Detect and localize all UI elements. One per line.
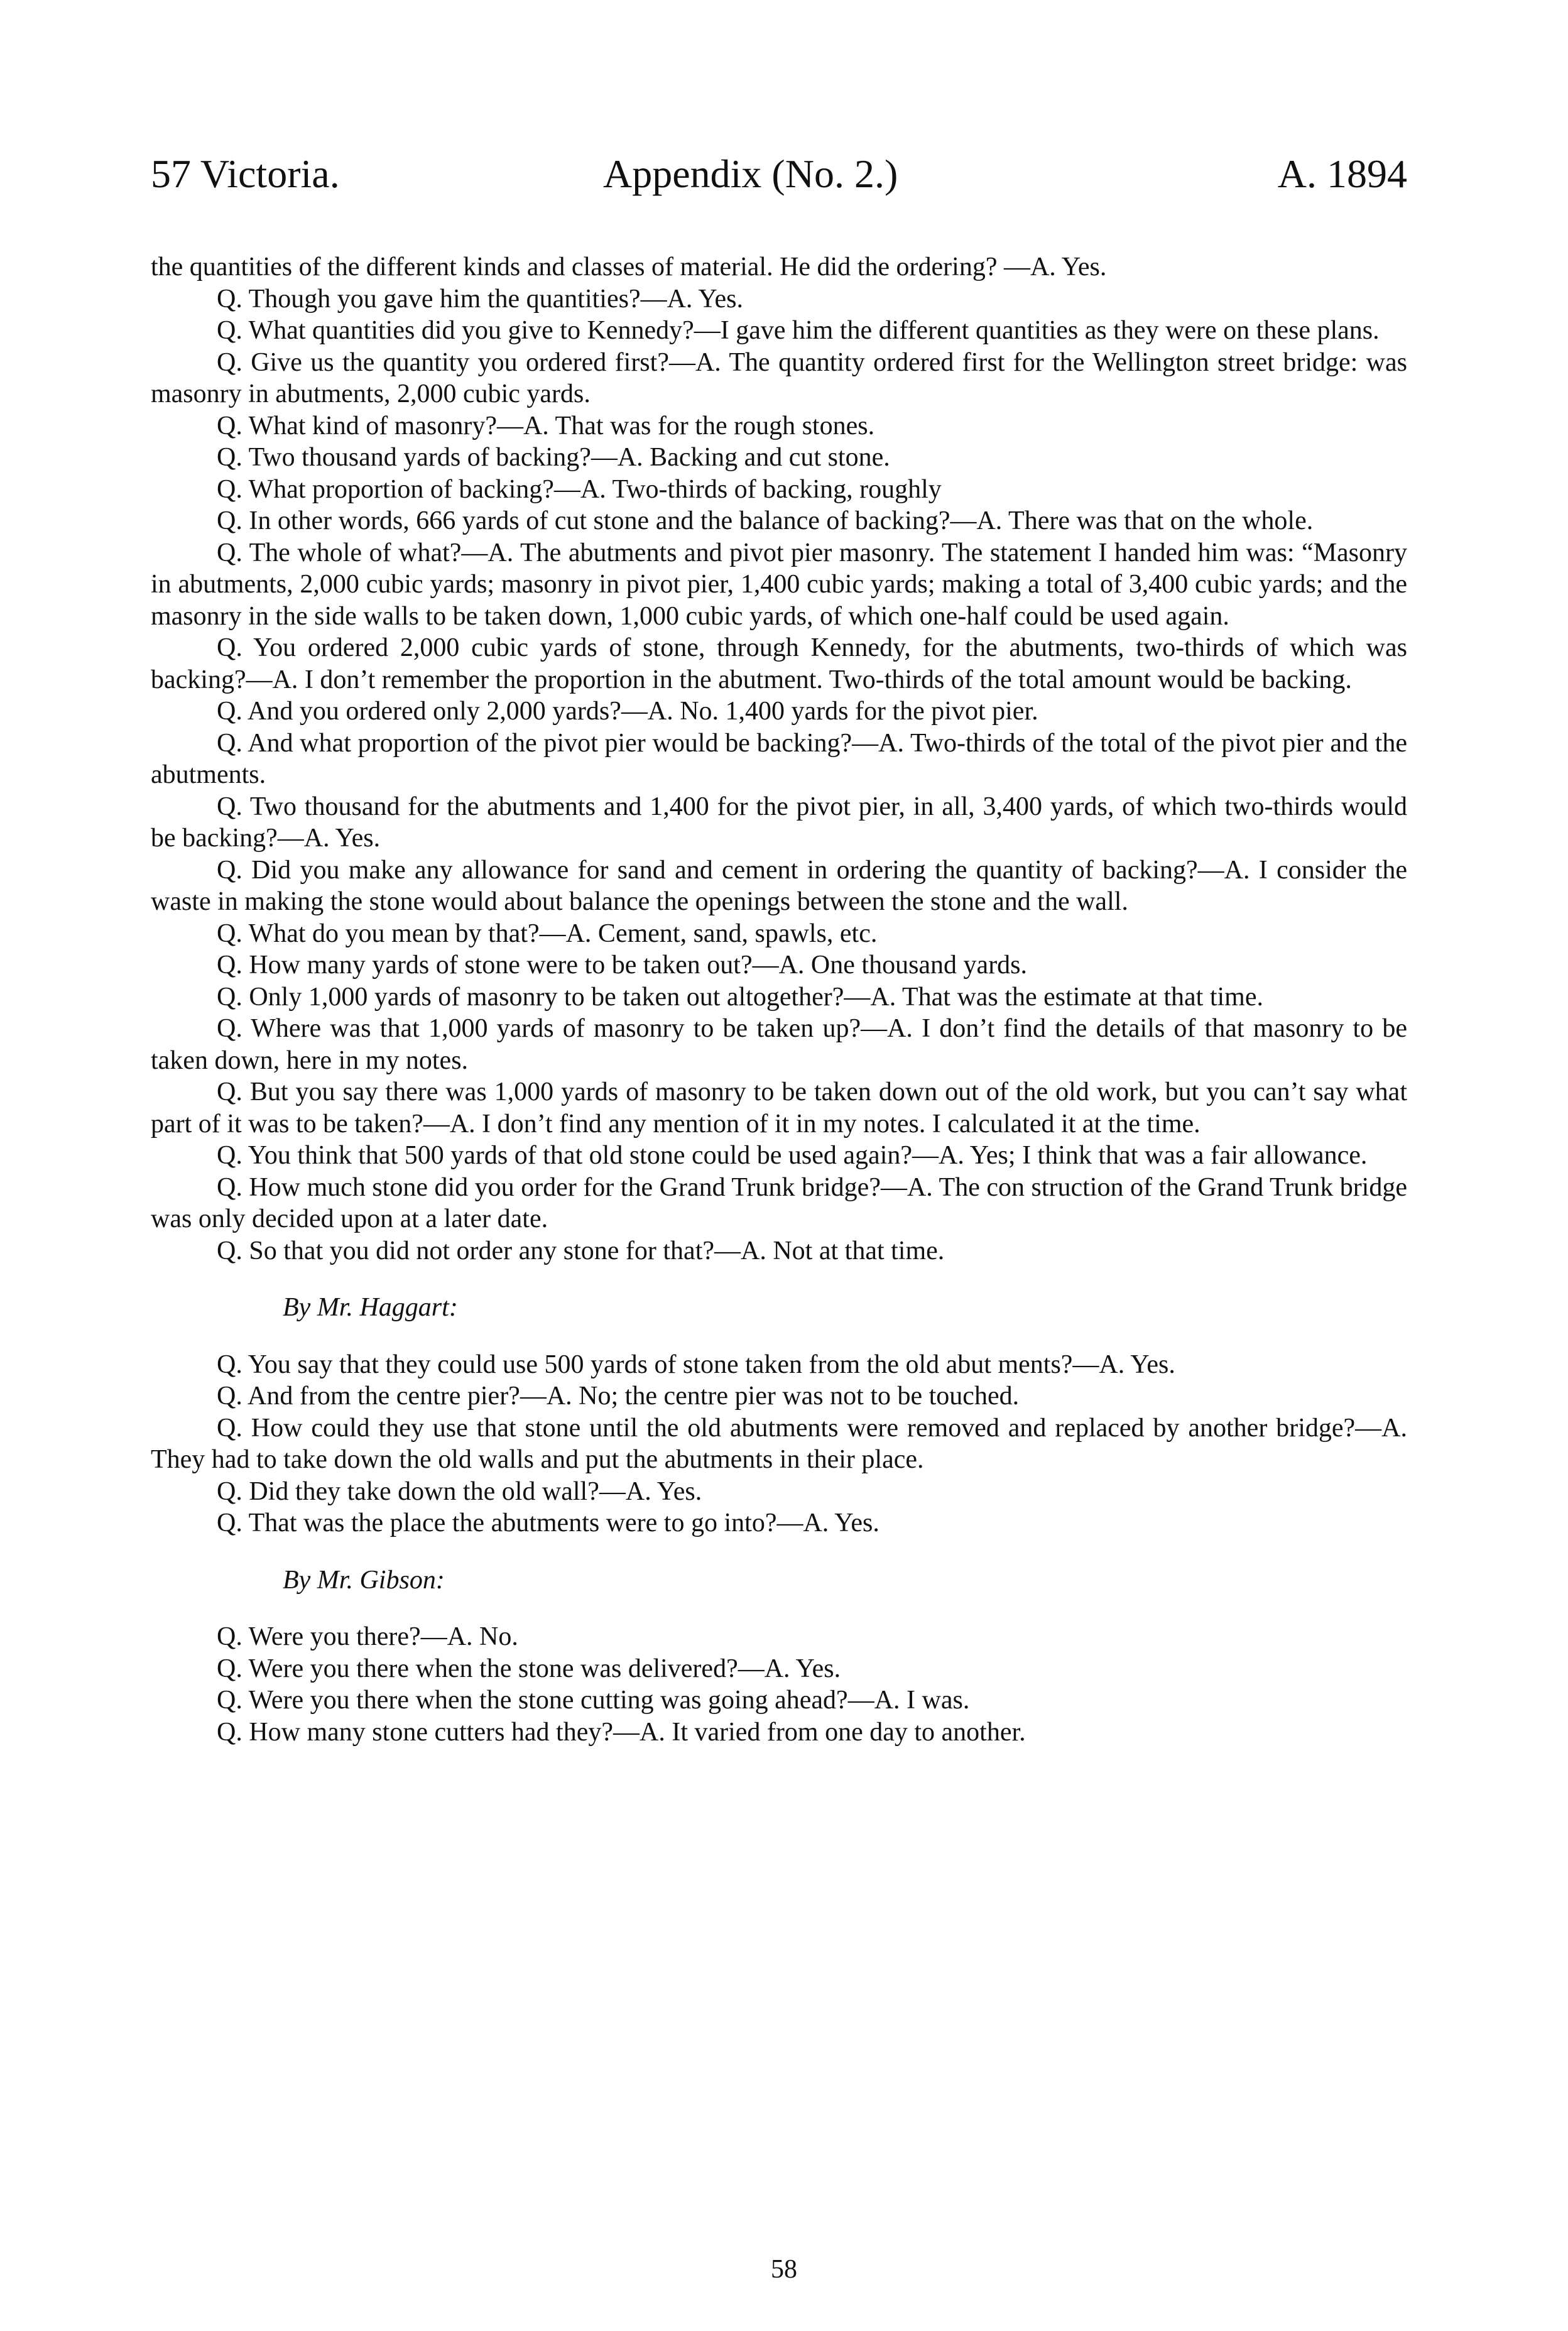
header-year: A. 1894 bbox=[1277, 151, 1407, 196]
testimony-paragraph: Q. In other words, 666 yards of cut stone and the balance of backing?—A. There was that on the whole. bbox=[217, 506, 1314, 535]
testimony-paragraph: Q. Only 1,000 yards of masonry to be taken out altogether?—A. That was the estimate at that time. bbox=[217, 982, 1263, 1012]
testimony-paragraph: Q. Two thousand for the abutments and 1,400 for the pivot pier, in all, 3,400 yards, of which two-thirds would be backing?—A. Yes. bbox=[151, 792, 1407, 853]
testimony-paragraph: Q. Two thousand yards of backing?—A. Backing and cut stone. bbox=[217, 443, 890, 472]
header-session: 57 Victoria. bbox=[151, 151, 340, 196]
testimony-paragraph: Q. And what proportion of the pivot pier would be backing?—A. Two-thirds of the total of the pivot pier and the abutments. bbox=[151, 728, 1407, 789]
testimony-paragraph: Q. What kind of masonry?—A. That was for the rough stones. bbox=[217, 411, 875, 440]
testimony-paragraph: Q. How many yards of stone were to be taken out?—A. One thousand yards. bbox=[217, 951, 1028, 980]
testimony-text bbox=[151, 251, 1407, 1748]
testimony-paragraph: Q. Where was that 1,000 yards of masonry to be taken up?—A. I don’t find the details of that masonry to be taken down, here in my notes. bbox=[151, 1014, 1407, 1075]
testimony-paragraph: Q. Were you there when the stone was delivered?—A. Yes. bbox=[217, 1654, 841, 1683]
testimony-paragraph: Q. You think that 500 yards of that old stone could be used again?—A. Yes; I think that was a fair allowance. bbox=[217, 1141, 1368, 1170]
running-header bbox=[151, 151, 1407, 207]
testimony-paragraph: Q. You say that they could use 500 yards of stone taken from the old abut ments?—A. Yes. bbox=[217, 1350, 1175, 1379]
testimony-paragraph: Q. How much stone did you order for the Grand Trunk bridge?—A. The con struction of the Grand Trunk bridge was only decided upon at a later date. bbox=[151, 1172, 1407, 1233]
testimony-paragraph: Q. Though you gave him the quantities?—A. Yes. bbox=[217, 284, 743, 314]
testimony-paragraph: Q. The whole of what?—A. The abutments and pivot pier masonry. The statement I handed him was: “Masonry in abutments, 2,000 cubic yards; masonry in pivot pier, 1,400 cubic yards; making a total of 3,400 cubic yards; and the masonry in the side walls to be taken down, 1,000 cubic yards, of which one-half could be used again. bbox=[151, 538, 1407, 631]
testimony-paragraph: Q. And you ordered only 2,000 yards?—A. No. 1,400 yards for the pivot pier. bbox=[217, 697, 1038, 726]
testimony-paragraph: Q. What do you mean by that?—A. Cement, sand, spawls, etc. bbox=[217, 919, 878, 948]
testimony-paragraph: the quantities of the different kinds and classes of material. He did the ordering? —A. Yes. bbox=[151, 253, 1107, 281]
page-number: 58 bbox=[771, 2255, 797, 2284]
testimony-paragraph: Q. But you say there was 1,000 yards of masonry to be taken down out of the old work, but you can’t say what part of it was to be taken?—A. I don’t find any mention of it in my notes. I calculated it at the time. bbox=[151, 1078, 1407, 1138]
testimony-paragraph: Q. How could they use that stone until the old abutments were removed and replaced by another bridge?—A. They had to take down the old walls and put the abutments in their place. bbox=[151, 1413, 1407, 1474]
testimony-paragraph: Q. So that you did not order any stone for that?—A. Not at that time. bbox=[217, 1236, 945, 1265]
testimony-paragraph: Q. Were you there when the stone cutting was going ahead?—A. I was. bbox=[217, 1686, 970, 1715]
testimony-paragraph: Q. Did you make any allowance for sand and cement in ordering the quantity of backing?—A. I consider the waste in making the stone would about balance the openings between the stone and the wall. bbox=[151, 855, 1407, 916]
testimony-paragraph: Q. What quantities did you give to Kennedy?—I gave him the different quantities as they were on these plans. bbox=[217, 316, 1380, 345]
examiner-heading: By Mr. Gibson: bbox=[283, 1565, 445, 1595]
testimony-paragraph: Q. Were you there?—A. No. bbox=[217, 1622, 518, 1651]
testimony-paragraph: Q. How many stone cutters had they?—A. It varied from one day to another. bbox=[217, 1717, 1026, 1747]
testimony-paragraph: Q. Did they take down the old wall?—A. Yes. bbox=[217, 1477, 702, 1506]
testimony-paragraph: Q. What proportion of backing?—A. Two-thirds of backing, roughly bbox=[217, 474, 942, 504]
testimony-paragraph: Q. You ordered 2,000 cubic yards of stone, through Kennedy, for the abutments, two-thirds of which was backing?—A. I don’t remember the proportion in the abutment. Two-thirds of the total amount would be backing. bbox=[151, 633, 1407, 694]
examiner-heading: By Mr. Haggart: bbox=[283, 1293, 458, 1322]
header-appendix: Appendix (No. 2.) bbox=[603, 151, 898, 196]
testimony-paragraph: Q. And from the centre pier?—A. No; the centre pier was not to be touched. bbox=[217, 1382, 1020, 1411]
testimony-paragraph: Q. That was the place the abutments were to go into?—A. Yes. bbox=[217, 1509, 879, 1537]
testimony-paragraph: Q. Give us the quantity you ordered first?—A. The quantity ordered first for the Wellington street bridge: was masonry in abutments, 2,000 cubic yards. bbox=[151, 347, 1407, 408]
